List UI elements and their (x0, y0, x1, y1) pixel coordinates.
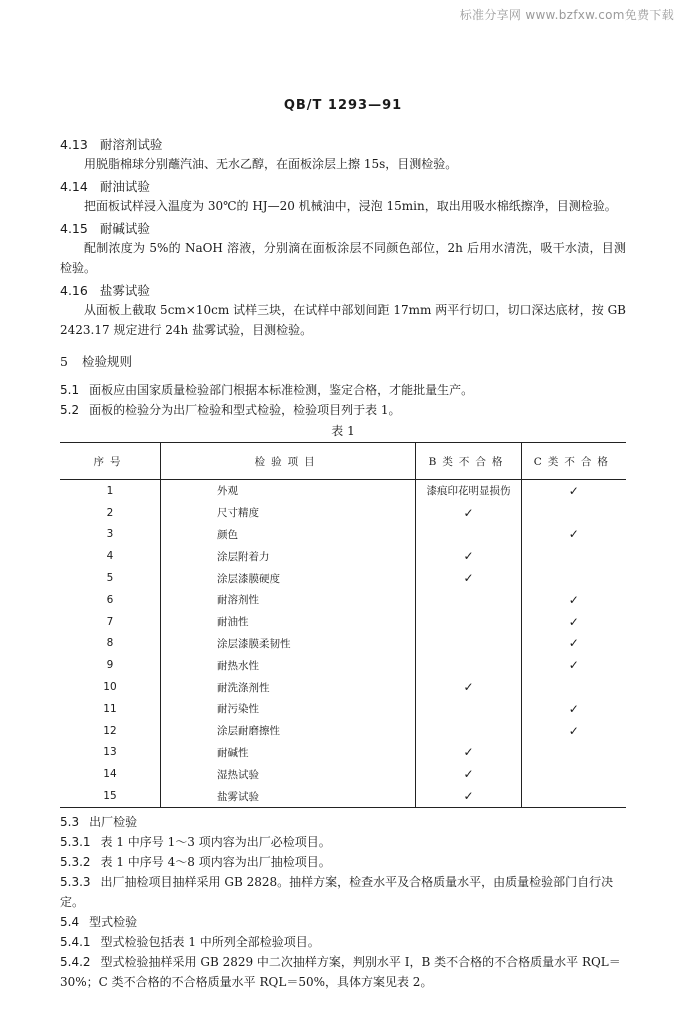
row-number: 3 (106, 528, 114, 541)
header-item: 检验项目 (160, 443, 415, 480)
table-header-row (60, 443, 626, 480)
class-c-cell (521, 545, 626, 567)
clause-number: 5.4.2 (60, 954, 91, 969)
header-no: 序号 (60, 443, 160, 480)
class-c-cell (521, 742, 626, 764)
row-item: 耐污染性 (160, 698, 415, 720)
class-b-cell (416, 611, 521, 633)
subsection-text: 把面板试样浸入温度为 30℃的 HJ—20 机械油中，浸泡 15min，取出用吸水棉纸擦净，目测检验。 (84, 199, 617, 213)
clause (60, 832, 626, 852)
row-item: 湿热试验 (160, 763, 415, 785)
table-row (60, 676, 626, 698)
check-mark: ✓ (416, 785, 521, 807)
watermark: 标准分享网 www.bzfxw.com免费下载 (459, 8, 674, 22)
class-c-cell (521, 502, 626, 524)
class-c-cell (521, 676, 626, 698)
table-row (60, 720, 626, 742)
clause (60, 872, 626, 912)
test-methods (60, 135, 626, 340)
class-b-cell (416, 654, 521, 676)
clause-text: 型式检验 (89, 914, 138, 929)
check-mark: ✓ (521, 698, 626, 720)
row-number: 13 (103, 746, 117, 759)
table-row (60, 524, 626, 546)
row-number: 10 (103, 681, 117, 694)
check-mark: ✓ (521, 589, 626, 611)
clause-number: 5.3.1 (60, 834, 91, 849)
subsection-text: 用脱脂棉球分别蘸汽油、无水乙醇，在面板涂层上擦 15s，目测检验。 (84, 157, 458, 171)
row-item: 盐雾试验 (160, 785, 415, 807)
row-number: 1 (106, 484, 114, 497)
clause-text: 表 1 中序号 1～3 项内容为出厂必检项目。 (100, 834, 331, 849)
inspection-items-table (60, 442, 626, 808)
section-title: 检验规则 (81, 354, 132, 369)
table-row (60, 633, 626, 655)
clause (60, 400, 626, 420)
table-row (60, 654, 626, 676)
row-number: 14 (103, 768, 117, 781)
check-mark: ✓ (416, 676, 521, 698)
check-mark: ✓ (416, 742, 521, 764)
clause-number: 5.4.1 (60, 934, 91, 949)
clause (60, 912, 626, 932)
clause-text: 面板应由国家质量检验部门根据本标准检测，鉴定合格，才能批量生产。 (89, 383, 474, 397)
clause-number: 5.3 (60, 814, 80, 829)
row-number: 11 (103, 702, 117, 715)
row-item: 耐碱性 (160, 742, 415, 764)
row-item: 外观 (160, 480, 415, 502)
class-b-cell (416, 589, 521, 611)
table-row (60, 742, 626, 764)
row-number: 5 (106, 572, 114, 585)
class-b-cell (416, 720, 521, 742)
check-mark: ✓ (416, 502, 521, 524)
clause-number: 5.1 (60, 383, 80, 397)
clauses-5-1-5-2 (60, 380, 626, 420)
class-b-cell (416, 698, 521, 720)
clause (60, 852, 626, 872)
check-mark: ✓ (521, 720, 626, 742)
header-class-c: C类不合格 (521, 443, 626, 480)
table-1-title: 表 1 (331, 424, 355, 438)
class-b-cell (416, 633, 521, 655)
row-item: 耐热水性 (160, 654, 415, 676)
row-item: 颜色 (160, 524, 415, 546)
subsection-heading (60, 281, 626, 300)
section-number: 5 (60, 354, 68, 369)
row-number: 4 (106, 550, 114, 563)
check-mark: ✓ (521, 633, 626, 655)
check-mark: ✓ (416, 545, 521, 567)
clauses-5-3-5-4 (60, 812, 626, 992)
check-mark: ✓ (416, 567, 521, 589)
row-item: 涂层耐磨擦性 (160, 720, 415, 742)
subsection-number: 4.15 (60, 221, 88, 236)
check-mark: ✓ (521, 654, 626, 676)
row-item: 涂层漆膜柔韧性 (160, 633, 415, 655)
subsection-title: 耐油试验 (99, 179, 150, 194)
subsection-text: 配制浓度为 5%的 NaOH 溶液，分别滴在面板涂层不同颜色部位，2h 后用水清洗，吸干水渍，目测检验。 (60, 241, 626, 275)
clause (60, 932, 626, 952)
table-row (60, 502, 626, 524)
subsection-number: 4.13 (60, 137, 88, 152)
clause-text: 型式检验包括表 1 中所列全部检验项目。 (100, 934, 320, 949)
check-mark: ✓ (416, 763, 521, 785)
class-c-cell (521, 763, 626, 785)
table-row (60, 763, 626, 785)
clause (60, 952, 626, 992)
class-b-cell: 漆痕印花明显损伤 (416, 480, 521, 502)
check-mark: ✓ (521, 524, 626, 546)
row-item: 耐油性 (160, 611, 415, 633)
subsection-heading (60, 177, 626, 196)
subsection-title: 耐碱试验 (99, 221, 150, 236)
subsection-title: 盐雾试验 (99, 283, 150, 298)
subsection-heading (60, 135, 626, 154)
table-row (60, 611, 626, 633)
clause-text: 型式检验抽样采用 GB 2829 中二次抽样方案，判别水平 Ⅰ，B 类不合格的不合格质量水平 RQL＝30%；C 类不合格的不合格质量水平 RQL＝50%，具体方案见表 2。 (60, 954, 621, 989)
clause-text: 面板的检验分为出厂检验和型式检验，检验项目列于表 1。 (89, 403, 401, 417)
row-number: 6 (106, 593, 114, 606)
clause-number: 5.4 (60, 914, 80, 929)
row-number: 12 (103, 724, 117, 737)
class-c-cell (521, 785, 626, 807)
row-number: 7 (106, 615, 114, 628)
row-item: 涂层附着力 (160, 545, 415, 567)
table-row (60, 785, 626, 807)
row-item: 尺寸精度 (160, 502, 415, 524)
section-5-heading (60, 352, 626, 372)
clause (60, 380, 626, 400)
table-row (60, 589, 626, 611)
check-mark: ✓ (521, 480, 626, 502)
row-number: 8 (106, 637, 114, 650)
table-row (60, 567, 626, 589)
subsection-title: 耐溶剂试验 (99, 137, 163, 152)
row-number: 9 (106, 659, 114, 672)
table-row (60, 698, 626, 720)
class-b-cell (416, 524, 521, 546)
clause-number: 5.2 (60, 403, 80, 417)
class-c-cell (521, 567, 626, 589)
row-number: 2 (106, 506, 114, 519)
page-content (60, 132, 626, 992)
clause-number: 5.3.3 (60, 874, 91, 889)
clause (60, 812, 626, 832)
table-row (60, 545, 626, 567)
row-item: 耐洗涤剂性 (160, 676, 415, 698)
subsection-heading (60, 219, 626, 238)
row-item: 耐溶剂性 (160, 589, 415, 611)
table-row (60, 480, 626, 502)
row-number: 15 (103, 790, 117, 803)
clause-number: 5.3.2 (60, 854, 91, 869)
clause-text: 出厂抽检项目抽样采用 GB 2828。抽样方案，检查水平及合格质量水平，由质量检验部门自行决定。 (60, 874, 614, 909)
check-mark: ✓ (521, 611, 626, 633)
document-code: QB/T 1293—91 (283, 98, 403, 113)
header-class-b: B类不合格 (416, 443, 521, 480)
subsection-number: 4.14 (60, 179, 88, 194)
clause-text: 表 1 中序号 4～8 项内容为出厂抽检项目。 (100, 854, 331, 869)
subsection-number: 4.16 (60, 283, 88, 298)
subsection-text: 从面板上截取 5cm×10cm 试样三块，在试样中部划间距 17mm 两平行切口，切口深达底材，按 GB 2423.17 规定进行 24h 盐雾试验，目测检验。 (60, 303, 626, 337)
row-item: 涂层漆膜硬度 (160, 567, 415, 589)
clause-text: 出厂检验 (89, 814, 138, 829)
